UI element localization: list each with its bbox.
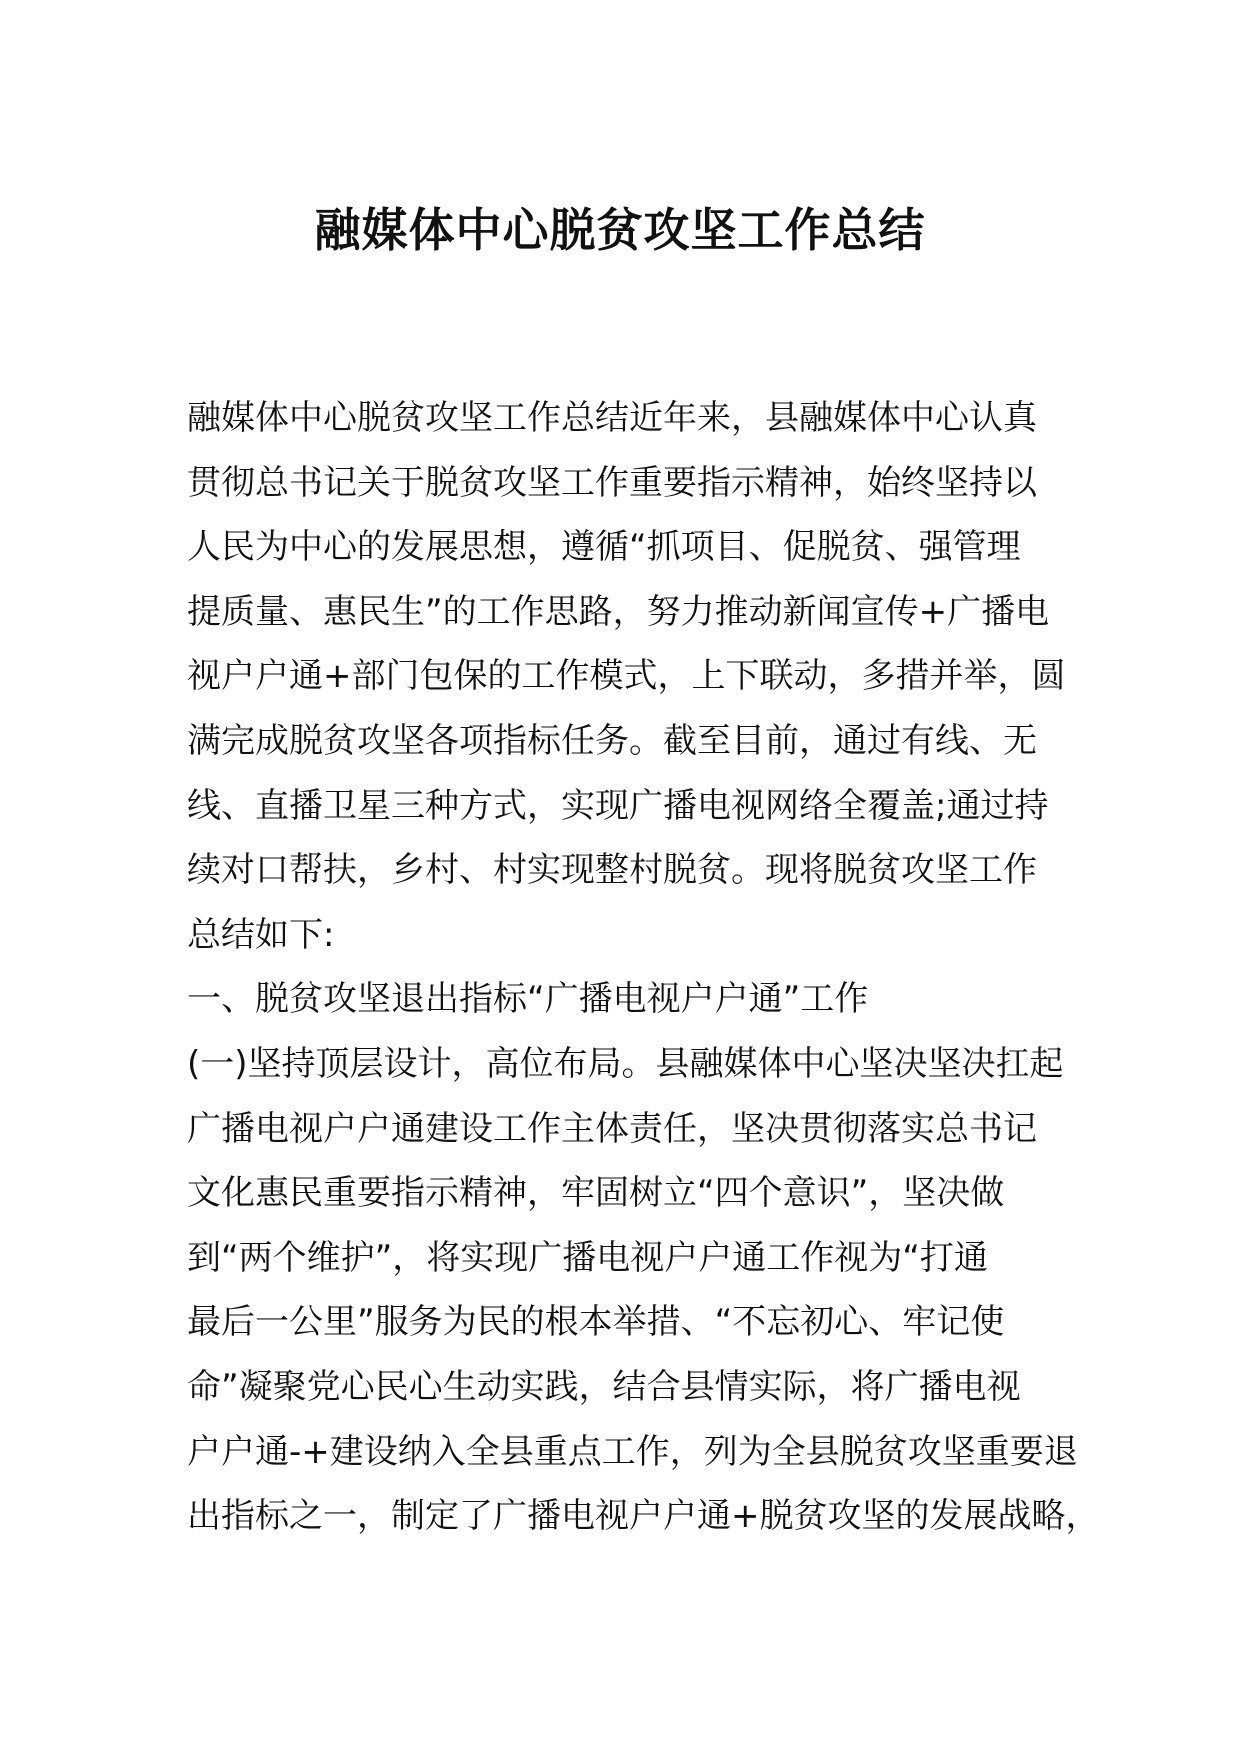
body-line: 视户户通+部门包保的工作模式，上下联动，多措并举，圆	[187, 656, 1066, 697]
body-line: 文化惠民重要指示精神，牢固树立“四个意识”，坚决做	[187, 1173, 1005, 1214]
document-body	[187, 386, 1100, 1549]
body-line: 到“两个维护”，将实现广播电视户户通工作视为“打通	[187, 1237, 988, 1278]
body-line: 人民为中心的发展思想，遵循“抓项目、促脱贫、强管理	[187, 527, 1021, 568]
body-line: 广播电视户户通建设工作主体责任，坚决贯彻落实总书记	[187, 1108, 1037, 1149]
body-line: 贯彻总书记关于脱贫攻坚工作重要指示精神，始终坚持以	[187, 462, 1037, 503]
body-line: 续对口帮扶，乡村、村实现整村脱贫。现将脱贫攻坚工作	[187, 850, 1037, 891]
body-line: 总结如下:	[187, 914, 335, 955]
body-line: 出指标之一，制定了广播电视户户通+脱贫攻坚的发展战略，	[187, 1496, 1100, 1537]
body-line: 提质量、惠民生”的工作思路，努力推动新闻宣传+广播电	[187, 591, 1050, 632]
body-line: 融媒体中心脱贫攻坚工作总结近年来，县融媒体中心认真	[187, 398, 1037, 438]
document-title: 融媒体中心脱贫攻坚工作总结	[314, 203, 926, 257]
body-line: 线、直播卫星三种方式，实现广播电视网络全覆盖;通过持	[187, 785, 1049, 826]
body-line: 满完成脱贫攻坚各项指标任务。截至目前，通过有线、无	[187, 720, 1037, 761]
body-line: 最后一公里”服务为民的根本举措、“不忘初心、牢记使	[187, 1302, 1005, 1343]
body-line: (一)坚持顶层设计，高位布局。县融媒体中心坚决坚决扛起	[187, 1043, 1064, 1084]
body-line: 命”凝聚党心民心生动实践，结合县情实际，将广播电视	[187, 1366, 1021, 1407]
section-heading: 一、脱贫攻坚退出指标“广播电视户户通”工作	[187, 979, 869, 1020]
body-line: 户户通-+建设纳入全县重点工作，列为全县脱贫攻坚重要退	[187, 1431, 1078, 1472]
